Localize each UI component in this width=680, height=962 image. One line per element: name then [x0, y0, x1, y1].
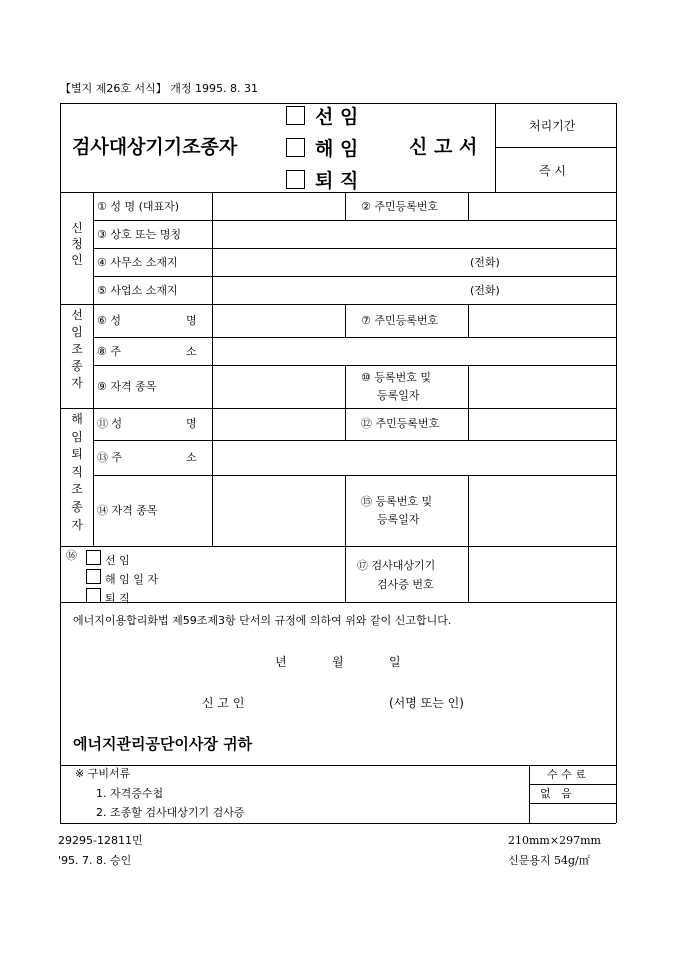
title-option-resign: 퇴 직: [286, 170, 358, 191]
date-option-appoint: 선 임: [86, 550, 130, 566]
checkbox-resign[interactable]: [286, 170, 305, 189]
appointed-registration-date-label: 등록일자: [377, 389, 420, 402]
fee-value: 없 음: [540, 787, 572, 800]
signature-label: (서명 또는 인): [389, 696, 464, 710]
fee-label: 수 수 료: [547, 768, 586, 781]
appointed-registration-label: ⑩ 등록번호 및: [361, 371, 431, 384]
dismissed-qualification-label: ⑭ 자격 종목: [97, 504, 158, 517]
date-option-resign: 퇴 직: [86, 588, 130, 604]
inspection-cert-number-label: 검사증 번호: [377, 578, 434, 591]
checkbox-date-appoint[interactable]: [86, 550, 101, 565]
addressee: 에너지관리공단이사장 귀하: [73, 735, 253, 753]
appointed-rrn-label: ⑦ 주민등록번호: [361, 314, 439, 327]
required-document-2: 2. 조종할 검사대상기기 검사증: [96, 806, 245, 819]
dismissed-address-label-end: 소: [186, 451, 197, 464]
form-number-note: 【별지 제26호 서식】 개정 1995. 8. 31: [60, 82, 258, 95]
applicant-name-label: ① 성 명 (대표자): [97, 200, 180, 213]
form-code: 29295-12811민: [58, 834, 143, 847]
dismissed-address-label: ⑬ 주: [97, 451, 123, 464]
appointed-name-label-end: 명: [186, 314, 197, 327]
dates-number: ⑯: [66, 549, 77, 562]
date-month-label: 월: [332, 655, 344, 669]
processing-period-label: 처리기간: [529, 119, 576, 133]
checkbox-appoint[interactable]: [286, 106, 305, 125]
applicant-office-phone-label: (전화): [470, 256, 500, 269]
title-main: 검사대상기기조종자: [72, 136, 238, 158]
approval-date: '95. 7. 8. 승인: [58, 854, 132, 867]
dismissed-registration-label: ⑮ 등록번호 및: [361, 495, 433, 508]
applicant-site-label: ⑤ 사업소 소재지: [97, 284, 178, 297]
title-suffix: 신 고 서: [409, 136, 478, 158]
appointed-section-label: 선임조종자: [71, 308, 83, 390]
date-day-label: 일: [389, 655, 401, 669]
applicant-business-name-label: ③ 상호 또는 명칭: [97, 228, 182, 241]
checkbox-date-dismiss[interactable]: [86, 569, 101, 584]
reporter-label: 신 고 인: [202, 696, 245, 710]
title-option-appoint: 선 임: [286, 106, 358, 127]
appointed-qualification-label: ⑨ 자격 종목: [97, 380, 157, 393]
dismissed-registration-date-label: 등록일자: [377, 513, 420, 526]
processing-period-value: 즉 시: [539, 164, 566, 178]
inspection-cert-label: ⑰ 검사대상기기: [357, 559, 436, 572]
paper-size: 210mm×297mm: [508, 834, 601, 847]
appointed-address-label: ⑧ 주: [97, 345, 121, 358]
declaration-statement: 에너지이용합리화법 제59조제3항 단서의 규정에 의하여 위와 같이 신고합니다.: [73, 614, 452, 627]
date-option-dismiss: 해 임 일 자: [86, 569, 158, 585]
appointed-name-label: ⑥ 성: [97, 314, 121, 327]
date-year-label: 년: [275, 655, 287, 669]
applicant-site-phone-label: (전화): [470, 284, 500, 297]
paper-type: 신문용지 54g/㎡: [508, 854, 590, 867]
dismissed-name-label: ⑪ 성: [97, 417, 123, 430]
required-documents-title: ※ 구비서류: [75, 767, 131, 780]
dismissed-name-label-end: 명: [186, 417, 197, 430]
applicant-office-label: ④ 사무소 소재지: [97, 256, 178, 269]
checkbox-dismiss[interactable]: [286, 138, 305, 157]
checkbox-date-resign[interactable]: [86, 588, 101, 603]
applicant-section-label: 신청인: [71, 221, 83, 267]
dismissed-rrn-label: ⑫ 주민등록번호: [361, 417, 440, 430]
required-document-1: 1. 자격증수첩: [96, 787, 164, 800]
dismissed-section-label: 해임퇴직조종자: [71, 412, 83, 532]
applicant-rrn-label: ② 주민등록번호: [361, 200, 439, 213]
title-option-dismiss: 해 임: [286, 138, 358, 159]
appointed-address-label-end: 소: [186, 345, 197, 358]
